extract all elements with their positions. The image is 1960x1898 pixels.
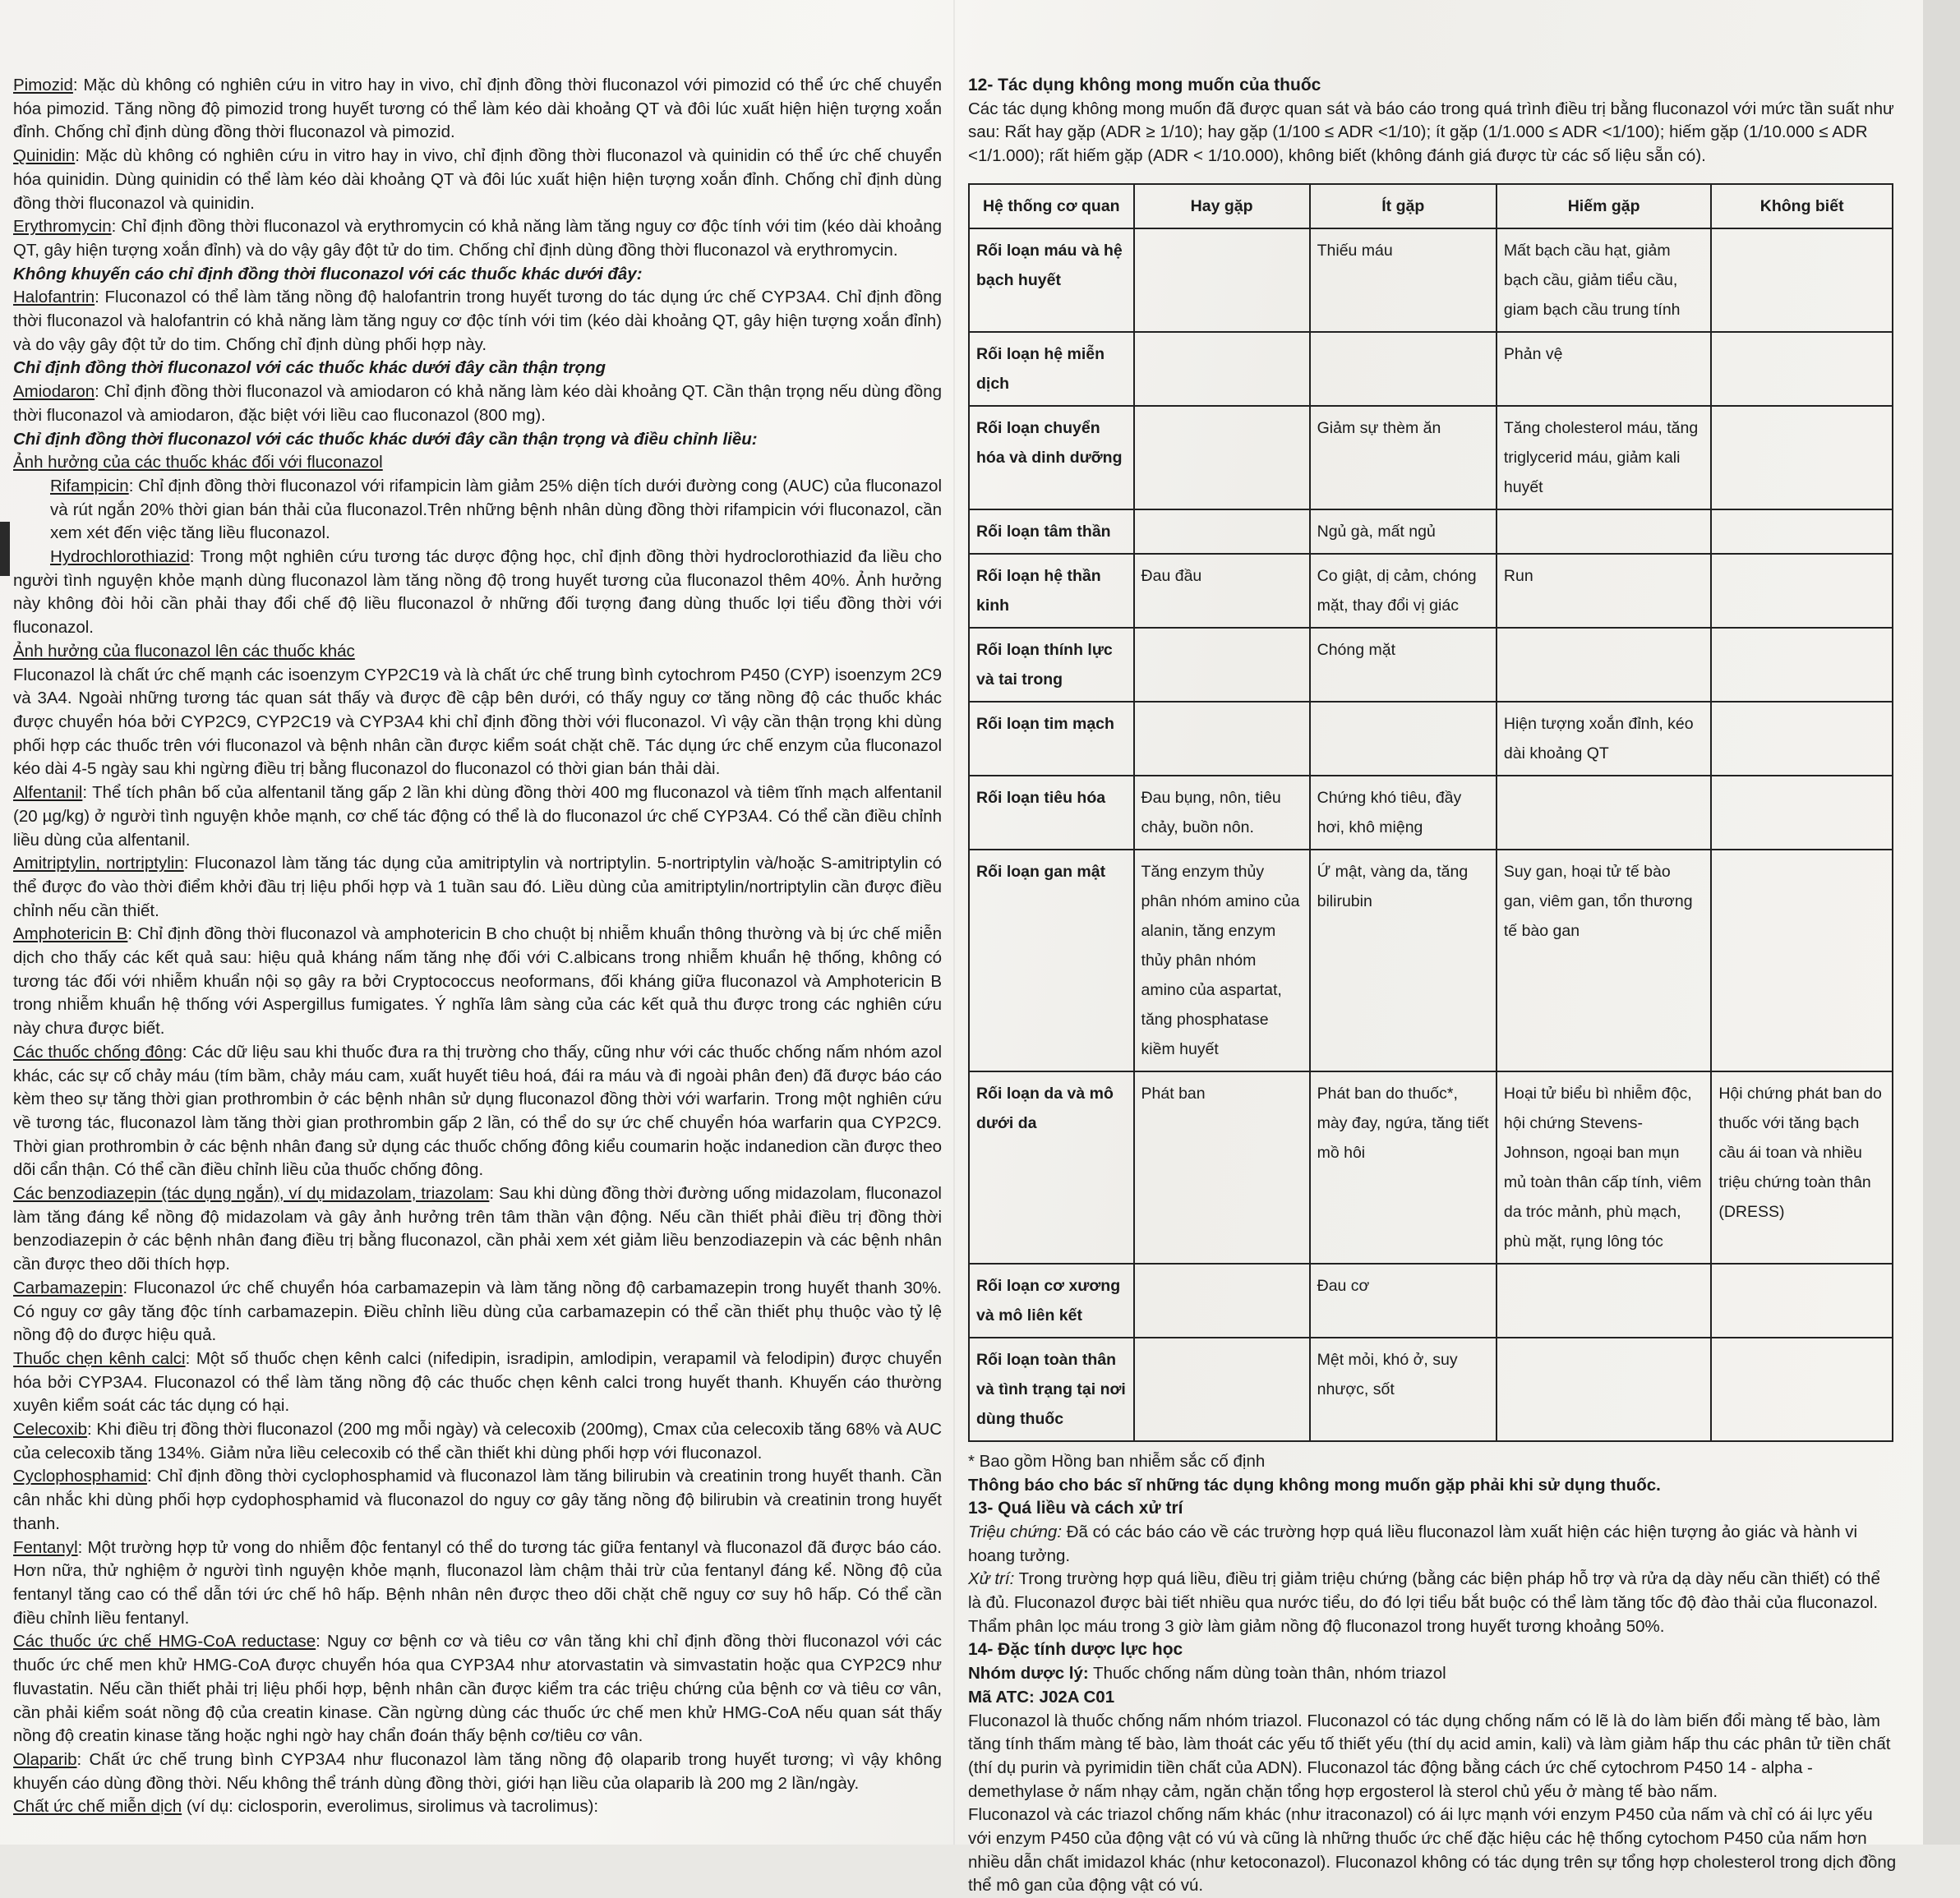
drug-name: Erythromycin <box>13 217 112 237</box>
interaction-entry <box>13 1748 942 1795</box>
entry-text: : Chỉ định đồng thời fluconazol và amphotericin B cho chuột bị nhiễm khuẩn thông thường và bị ức chế miễn dịch cho thấy các kết quả sau: hiệu quả kháng nấm tăng nhẹ đối với C.albicans trong nhiễm khuẩn hệ thống, không có tương tác đối với nhiễm khuẩn nội sọ gây ra bởi Cryptococcus neoformans, đối kháng giữa fluconazol và Amphotericin B trong nhiễm khuẩn hệ thống với Aspergillus fumigates. Ý nghĩa lâm sàng của các kết quả thu được trong các nghiên cứu này chưa được biết. <box>13 924 942 1039</box>
group-text: Thuốc chống nấm dùng toàn thân, nhóm triazol <box>1088 1664 1446 1684</box>
drug-name: Cyclophosphamid <box>13 1467 147 1486</box>
entry-text: : Khi điều trị đồng thời fluconazol (200 mg mỗi ngày) và celecoxib (200mg), Cmax của celecoxib tăng 68% và AUC của celecoxib tăng 134%. Giảm nửa liều celecoxib có thể cần thiết khi dùng phối hợp với fluconazol. <box>13 1420 942 1463</box>
table-header-row <box>969 184 1893 228</box>
frequency-cell <box>1134 332 1310 406</box>
paragraph: Fluconazol là chất ức chế mạnh các isoenzym CYP2C19 và là chất ức chế trung bình cytochrom P450 (CYP) isoenzym 2C9 và 3A4. Ngoài những tương tác quan sát thấy và được đề cập bên dưới, có thấy nguy cơ tăng nồng độ các thuốc khác được chuyển hóa bởi CYP2C9, CYP2C19 và CYP3A4 khi chỉ định đồng thời với fluconazol. Vì vậy cần thận trọng khi dùng phối hợp các thuốc trên với fluconazol và bệnh nhân cần được kiểm soát chặt chẽ. Tác dụng ức chế enzym của fluconazol kéo dài 4-5 ngày sau khi ngừng điều trị bằng fluconazol do fluconazol có thời gian bán thải dài. <box>13 665 942 779</box>
drug-name: Chất ức chế miễn dịch <box>13 1797 182 1817</box>
table-row <box>969 509 1893 554</box>
overdose-treatment <box>968 1568 1897 1638</box>
pharmacological-group <box>968 1662 1897 1686</box>
symptom-text: Đã có các báo cáo về các trường hợp quá liều fluconazol làm xuất hiện các hiện tượng ảo giác và hành vi hoang tưởng. <box>968 1522 1858 1565</box>
frequency-cell: Ứ mật, vàng da, tăng bilirubin <box>1310 850 1497 1071</box>
table-row <box>969 332 1893 406</box>
section-subheading: Ảnh hưởng của fluconazol lên các thuốc khác <box>13 641 355 661</box>
entry-text: : Fluconazol ức chế chuyển hóa carbamazepin và làm tăng nồng độ carbamazepin trong huyết thanh 30%. Có nguy cơ gây tăng độc tính carbamazepin. Điều chỉnh liều dùng của carbamazepin có thể cần thiết phụ thuộc vào tỷ lệ nồng độ do được hiệu quả. <box>13 1278 942 1345</box>
frequency-cell <box>1497 776 1711 850</box>
interaction-entry <box>13 1041 942 1182</box>
treatment-text: Trong trường hợp quá liều, điều trị giảm triệu chứng (bằng các biện pháp hỗ trợ và rửa dạ dày nếu cần thiết) có thể là đủ. Fluconazol được bài tiết nhiều qua nước tiểu, do đó lợi tiểu bắt buộc có thể làm tăng tốc độ đào thải của fluconazol. Thẩm phân lọc máu trong 3 giờ làm giảm nồng độ fluconazol trong huyết tương khoảng 50%. <box>968 1569 1880 1636</box>
drug-name: Amphotericin B <box>13 924 128 944</box>
frequency-cell <box>1711 776 1893 850</box>
frequency-cell: Đau cơ <box>1310 1264 1497 1338</box>
interaction-entry <box>13 145 942 215</box>
table-row <box>969 228 1893 332</box>
frequency-cell: Suy gan, hoại tử tế bào gan, viêm gan, tổn thương tế bào gan <box>1497 850 1711 1071</box>
interaction-entry <box>13 546 942 640</box>
frequency-cell: Hiện tượng xoắn đỉnh, kéo dài khoảng QT <box>1497 702 1711 776</box>
frequency-cell <box>1497 1264 1711 1338</box>
drug-name: Quinidin <box>13 146 76 166</box>
pharmacodynamics-p1: Fluconazol là thuốc chống nấm nhóm triazol. Fluconazol có tác dụng chống nấm có lẽ là do làm biến đổi màng tế bào, làm tăng tính thấm màng tế bào, làm thoát các yếu tố thiết yếu (thí dụ acid amin, kali) và làm giảm hấp thu các phân tử tiền chất (thí dụ purin và pyrimidin tiền chất của ADN). Fluconazol tác động bằng cách ức chế cytochrom P450 14 - alpha - demethylase ở nấm nhạy cảm, ngăn chặn tổng hợp ergosterol là sterol chủ yếu ở màng tế bào nấm. <box>968 1711 1891 1801</box>
frequency-cell: Chóng mặt <box>1310 628 1497 702</box>
drug-name: Halofantrin <box>13 288 95 307</box>
entry-text: : Chỉ định đồng thời fluconazol với rifampicin làm giảm 25% diện tích dưới đường cong (AUC) của fluconazol và rút ngắn 20% thời gian bán thải của fluconazol.Trên những bệnh nhân dùng đồng thời rifampicin với fluconazol, cần xem xét đến việc tăng liều fluconazol. <box>50 476 942 543</box>
left-column <box>13 74 942 1819</box>
frequency-cell: Co giật, dị cảm, chóng mặt, thay đổi vị giác <box>1310 554 1497 628</box>
interaction-entry <box>13 1182 942 1277</box>
table-row <box>969 406 1893 509</box>
frequency-cell: Hội chứng phát ban do thuốc với tăng bạch cầu ái toan và nhiều triệu chứng toàn thân (DRESS) <box>1711 1071 1893 1264</box>
frequency-cell <box>1134 1264 1310 1338</box>
frequency-cell <box>1497 1338 1711 1441</box>
column-header: Hiếm gặp <box>1497 184 1711 228</box>
frequency-cell <box>1711 228 1893 332</box>
frequency-cell: Hoại tử biểu bì nhiễm độc, hội chứng Stevens-Johnson, ngoại ban mụn mủ toàn thân cấp tính, viêm da tróc mảnh, phù mạch, phù mặt, rụng lông tóc <box>1497 1071 1711 1264</box>
organ-system-cell: Rối loạn hệ thần kinh <box>969 554 1134 628</box>
entry-text: : Thể tích phân bố của alfentanil tăng gấp 2 lần khi dùng đồng thời 400 mg fluconazol và tiêm tĩnh mạch alfentanil (20 µg/kg) ở người tình nguyện khỏe mạnh, cơ chế tác động có thể là do fluconazol ức chế CYP3A4. Có thể cần điều chỉnh liều dùng của alfentanil. <box>13 783 942 850</box>
frequency-cell <box>1310 702 1497 776</box>
drug-name: Pimozid <box>13 76 73 94</box>
entry-text: : Fluconazol làm tăng tác dụng của amitriptylin và nortriptylin. 5-nortriptylin và/hoặc S-amitriptylin có thể được đo vào thời điểm khởi đầu trị liệu phối hợp và 1 tuần sau đó. Liều dùng của amitriptylin/nortriptylin cần được điều chỉnh nếu cần thiết. <box>13 854 943 920</box>
drug-name: Hydrochlorothiazid <box>50 547 190 567</box>
frequency-cell <box>1134 406 1310 509</box>
entry-text: : Sau khi dùng đồng thời đường uống midazolam, fluconazol làm tăng đáng kể nồng độ midazolam và gây ảnh hưởng trên tâm thần vận động. Nếu cần thiết phải điều trị đồng thời benzodiazepin ở các bệnh nhân đang điều trị bằng fluconazol, cần phải xem xét giảm liều benzodiazepin và các bệnh nhân cần được theo dõi thích hợp. <box>13 1184 942 1274</box>
entry-text: : Một số thuốc chẹn kênh calci (nifedipin, isradipin, amlodipin, verapamil và felodipin) được chuyển hóa bởi CYP3A4. Fluconazol có thể làm tăng nồng độ các thuốc chẹn kênh calci trong huyết thanh. Khuyến cáo thường xuyên kiểm soát các tác dụng có hại. <box>13 1348 942 1416</box>
frequency-cell <box>1711 850 1893 1071</box>
frequency-cell <box>1134 509 1310 554</box>
interaction-entry <box>13 1465 942 1536</box>
interaction-entry <box>13 380 942 427</box>
frequency-cell <box>1134 702 1310 776</box>
organ-system-cell: Rối loạn thính lực và tai trong <box>969 628 1134 702</box>
interaction-entry <box>13 475 942 546</box>
entry-text: (ví dụ: ciclosporin, everolimus, sirolimus và tacrolimus): <box>182 1797 599 1817</box>
frequency-cell: Ngủ gà, mất ngủ <box>1310 509 1497 554</box>
section-12-intro: Các tác dụng không mong muốn đã được quan sát và báo cáo trong quá trình điều trị bằng fluconazol với mức tần suất như sau: Rất hay gặp (ADR ≥ 1/10); hay gặp (1/100 ≤ ADR <1/10); ít gặp (1/1.000 ≤ ADR <1/100); hiếm gặp (1/10.000 ≤ ADR <1/1.000); rất hiếm gặp (ADR < 1/10.000), không biết (không đánh giá được từ các số liệu sẵn có). <box>968 99 1894 166</box>
interaction-entry <box>13 852 942 923</box>
entry-text: : Một trường hợp tử vong do nhiễm độc fentanyl có thể do tương tác giữa fentanyl và fluconazol đã được báo cáo. Hơn nữa, thử nghiệm ở người tình nguyện khỏe mạnh, fluconazol làm chậm thải trừ của fentanyl đáng kể. Nồng độ của fentanyl tăng cao có thể dẫn tới ức chế hô hấp. Bệnh nhân nên được theo dõi chặt chẽ nguy cơ suy hô hấp. Có thể cần điều chỉnh liều fentanyl. <box>13 1537 942 1628</box>
drug-name: Olaparib <box>13 1749 77 1769</box>
column-header: Không biết <box>1711 184 1893 228</box>
frequency-cell <box>1497 509 1711 554</box>
drug-name: Fentanyl <box>13 1537 78 1557</box>
frequency-cell <box>1711 628 1893 702</box>
section-heading: Không khuyến cáo chỉ định đồng thời fluconazol với các thuốc khác dưới đây: <box>13 264 643 283</box>
entry-text: : Các dữ liệu sau khi thuốc đưa ra thị trường cho thấy, cũng như với các thuốc chống nấm nhóm azol khác, các sự cố chảy máu (tím bầm, chảy máu cam, xuất huyết tiêu hoá, đái ra máu và đi ngoài phân đen) đã được báo cáo kèm theo sự tăng thời gian prothrombin ở các bệnh nhân sử dụng fluconazol đồng thời với warfarin. Trong một nghiên cứu về tương tác, fluconazol làm tăng thời gian prothrombin gấp 2 lần, có thể do sự ức chế chuyển hóa warfarin qua CYP2C9. Thời gian prothrombin ở các bệnh nhân đang sử dụng các thuốc chống đông kiểu coumarin hoặc indanedion cần được theo dõi cẩn thận. Có thể cần điều chỉnh liều của thuốc chống đông. <box>13 1042 942 1180</box>
frequency-cell: Giảm sự thèm ăn <box>1310 406 1497 509</box>
section-13-title: 13- Quá liều và cách xử trí <box>968 1499 1183 1518</box>
entry-text: : Fluconazol có thể làm tăng nồng độ halofantrin trong huyết tương do tác dụng ức chế CYP3A4. Chỉ định đồng thời fluconazol và halofantrin có khả năng làm tăng nguy cơ độc tính với tim (kéo dài khoảng QT, gây hiện tượng xoắn đỉnh) và do vậy gây đột tử do tim. Chống chỉ định dùng phối hợp này. <box>13 288 942 354</box>
report-notice: Thông báo cho bác sĩ những tác dụng không mong muốn gặp phải khi sử dụng thuốc. <box>968 1475 1661 1495</box>
interaction-entry <box>13 1795 942 1819</box>
frequency-cell <box>1497 628 1711 702</box>
frequency-cell <box>1711 1338 1893 1441</box>
table-row <box>969 1264 1893 1338</box>
frequency-cell: Tăng enzym thủy phân nhóm amino của alanin, tăng enzym thủy phân nhóm amino của aspartat, tăng phosphatase kiềm huyết <box>1134 850 1310 1071</box>
drug-name: Các thuốc chống đông <box>13 1042 182 1062</box>
table-row <box>969 776 1893 850</box>
frequency-cell <box>1711 509 1893 554</box>
organ-system-cell: Rối loạn tiêu hóa <box>969 776 1134 850</box>
adverse-effects-table <box>968 183 1893 1442</box>
overdose-symptoms <box>968 1521 1897 1568</box>
column-header: Hay gặp <box>1134 184 1310 228</box>
frequency-cell <box>1134 1338 1310 1441</box>
fold-line <box>953 0 955 1845</box>
frequency-cell: Chứng khó tiêu, đầy hơi, khô miệng <box>1310 776 1497 850</box>
column-header: Hệ thống cơ quan <box>969 184 1134 228</box>
drug-name: Amitriptylin, nortriptylin <box>13 854 184 873</box>
atc-code: Mã ATC: J02A C01 <box>968 1687 1115 1707</box>
interaction-entry <box>13 1277 942 1347</box>
treatment-label: Xử trí: <box>968 1569 1015 1589</box>
right-column <box>968 74 1897 1898</box>
drug-name: Celecoxib <box>13 1420 88 1440</box>
drug-name: Carbamazepin <box>13 1278 123 1297</box>
frequency-cell: Run <box>1497 554 1711 628</box>
section-heading: Chỉ định đồng thời fluconazol với các thuốc khác dưới đây cần thận trọng và điều chỉnh liều: <box>13 429 758 449</box>
frequency-cell <box>1711 554 1893 628</box>
frequency-cell: Tăng cholesterol máu, tăng triglycerid máu, giảm kali huyết <box>1497 406 1711 509</box>
entry-text: : Mặc dù không có nghiên cứu in vitro hay in vivo, chỉ định đồng thời fluconazol với pimozid có thể ức chế chuyển hóa pimozid. Tăng nồng độ pimozid trong huyết tương có thể làm kéo dài khoảng QT và đôi lúc xuất hiện hiện tượng xoắn đỉnh. Chống chỉ định dùng đồng thời fluconazol và pimozid. <box>13 76 942 142</box>
drug-name: Các thuốc ức chế HMG-CoA reductase <box>13 1632 316 1652</box>
frequency-cell <box>1134 628 1310 702</box>
frequency-cell: Mất bạch cầu hạt, giảm bạch cầu, giảm tiểu cầu, giam bạch cầu trung tính <box>1497 228 1711 332</box>
frequency-cell: Đau bụng, nôn, tiêu chảy, buồn nôn. <box>1134 776 1310 850</box>
drug-name: Rifampicin <box>50 476 129 495</box>
frequency-cell <box>1711 1264 1893 1338</box>
interaction-entry <box>13 1347 942 1418</box>
frequency-cell <box>1711 406 1893 509</box>
frequency-cell <box>1711 702 1893 776</box>
organ-system-cell: Rối loạn máu và hệ bạch huyết <box>969 228 1134 332</box>
frequency-cell: Phản vệ <box>1497 332 1711 406</box>
organ-system-cell: Rối loạn hệ miễn dịch <box>969 332 1134 406</box>
table-row <box>969 1071 1893 1264</box>
entry-text: : Mặc dù không có nghiên cứu in vitro hay in vivo, chỉ định đồng thời fluconazol và quinidin có thể ức chế chuyển hóa quinidin. Dùng quinidin có thể làm kéo dài khoảng QT và đôi lúc xuất hiện hiện tượng xoắn đỉnh. Chống chỉ định dùng đồng thời fluconazol và quinidin. <box>13 146 942 213</box>
frequency-cell: Phát ban <box>1134 1071 1310 1264</box>
drug-name: Amiodaron <box>13 382 95 402</box>
table-footnote: * Bao gồm Hồng ban nhiễm sắc cố định <box>968 1451 1266 1471</box>
table-body <box>969 228 1893 1441</box>
table-row <box>969 1338 1893 1441</box>
section-14-title: 14- Đặc tính dược lực học <box>968 1640 1183 1660</box>
interaction-entry <box>13 923 942 1041</box>
table-row <box>969 702 1893 776</box>
entry-text: : Chỉ định đồng thời cyclophosphamid và fluconazol làm tăng bilirubin và creatinin trong huyết thanh. Cần cân nhắc khi dùng phối hợp cydophosphamid và fluconazol do nguy cơ gây tăng nồng độ bilirubin và creatinin trong huyết thanh. <box>13 1467 942 1533</box>
entry-text: : Chỉ định đồng thời fluconazol và amiodaron có khả năng làm kéo dài khoảng QT. Cần thận trọng nếu dùng đồng thời fluconazol và amiodaron, đặc biệt với liều cao fluconazol (800 mg). <box>13 382 942 425</box>
interaction-entry <box>13 286 942 357</box>
section-subheading: Ảnh hưởng của các thuốc khác đối với fluconazol <box>13 453 383 472</box>
interaction-entry <box>13 1630 942 1748</box>
frequency-cell <box>1310 332 1497 406</box>
organ-system-cell: Rối loạn cơ xương và mô liên kết <box>969 1264 1134 1338</box>
frequency-cell: Phát ban do thuốc*, mày đay, ngứa, tăng tiết mồ hôi <box>1310 1071 1497 1264</box>
interaction-entry <box>13 215 942 262</box>
drug-name: Alfentanil <box>13 783 83 803</box>
table-row <box>969 554 1893 628</box>
interaction-entry <box>13 1536 942 1631</box>
organ-system-cell: Rối loạn tim mạch <box>969 702 1134 776</box>
entry-text: : Trong một nghiên cứu tương tác dược động học, chỉ định đồng thời hydroclorothiazid đa liều cho người tình nguyện khỏe mạnh dùng fluconazol làm tăng nồng độ trong huyết tương của fluconazol thêm 40%. Ảnh hưởng này không đòi hỏi cần phải thay đổi chế độ liều fluconazol ở những đối tượng đang dùng thuốc lợi tiểu đồng thời với fluconazol. <box>13 547 942 638</box>
interaction-entry <box>13 74 942 145</box>
frequency-cell: Đau đầu <box>1134 554 1310 628</box>
section-12-title: 12- Tác dụng không mong muốn của thuốc <box>968 76 1321 94</box>
organ-system-cell: Rối loạn da và mô dưới da <box>969 1071 1134 1264</box>
organ-system-cell: Rối loạn gan mật <box>969 850 1134 1071</box>
pharmacodynamics-p2: Fluconazol và các triazol chống nấm khác (như itraconazol) có ái lực mạnh với enzym P450 của nấm và chỉ có ái lực yếu với enzym P450 của động vật có vú và cũng là những thuốc ức chế đặc hiệu các hệ thống cytochom P450 của nấm hơn nhiều dẫn chất imidazol khác (như ketoconazol). Fluconazol không có tác dụng trên sự tổng hợp cholesterol trong dịch đồng thể mô gan của động vật có vú. <box>968 1805 1897 1896</box>
section-heading: Chỉ định đồng thời fluconazol với các thuốc khác dưới đây cần thận trọng <box>13 358 606 378</box>
frequency-cell <box>1711 332 1893 406</box>
interaction-entry <box>13 781 942 852</box>
frequency-cell: Thiếu máu <box>1310 228 1497 332</box>
drug-name: Thuốc chẹn kênh calci <box>13 1348 186 1368</box>
page-edge <box>1923 0 1960 1845</box>
drug-name: Các benzodiazepin (tác dụng ngắn), ví dụ midazolam, triazolam <box>13 1184 490 1204</box>
organ-system-cell: Rối loạn tâm thần <box>969 509 1134 554</box>
table-row <box>969 850 1893 1071</box>
column-header: Ít gặp <box>1310 184 1497 228</box>
entry-text: : Nguy cơ bệnh cơ và tiêu cơ vân tăng khi chỉ định đồng thời fluconazol với các thuốc ức chế men khử HMG-CoA được chuyển hóa qua CYP3A4 như atorvastatin và simvastatin hoặc qua CYP2C9 như fluvastatin. Nếu cần thiết phải trị liệu phối hợp, bệnh nhân cần được kiểm tra các triệu chứng của bệnh cơ và tiêu cơ vân, cần phải kiểm soát nồng độ của creatin kinase. Cần ngừng dùng các thuốc ức chế men khử HMG-CoA nếu quan sát thấy nồng độ creatin kinase tăng hoặc nghi ngờ hay chẩn đoán thấy bệnh cơ/tiêu cơ vân. <box>13 1632 942 1746</box>
symptom-label: Triệu chứng: <box>968 1522 1063 1541</box>
organ-system-cell: Rối loạn chuyển hóa và dinh dưỡng <box>969 406 1134 509</box>
entry-text: : Chỉ định đồng thời fluconazol và erythromycin có khả năng làm tăng nguy cơ độc tính với tim (kéo dài khoảng QT, gây hiện tượng xoắn đỉnh) và do vậy gây đột tử do tim. Chống chỉ định dùng đồng thời fluconazol và erythromycin. <box>13 217 942 260</box>
interaction-entry <box>13 1418 942 1465</box>
organ-system-cell: Rối loạn toàn thân và tình trạng tại nơi dùng thuốc <box>969 1338 1134 1441</box>
frequency-cell: Mệt mỏi, khó ở, suy nhược, sốt <box>1310 1338 1497 1441</box>
frequency-cell <box>1134 228 1310 332</box>
entry-text: : Chất ức chế trung bình CYP3A4 như fluconazol làm tăng nồng độ olaparib trong huyết tương; vì vậy không khuyến cáo dùng đồng thời. Nếu không thể tránh dùng đồng thời, giới hạn liều của olaparib là 200 mg 2 lần/ngày. <box>13 1749 942 1793</box>
edge-marker <box>0 522 10 576</box>
group-label: Nhóm dược lý: <box>968 1664 1089 1684</box>
table-row <box>969 628 1893 702</box>
